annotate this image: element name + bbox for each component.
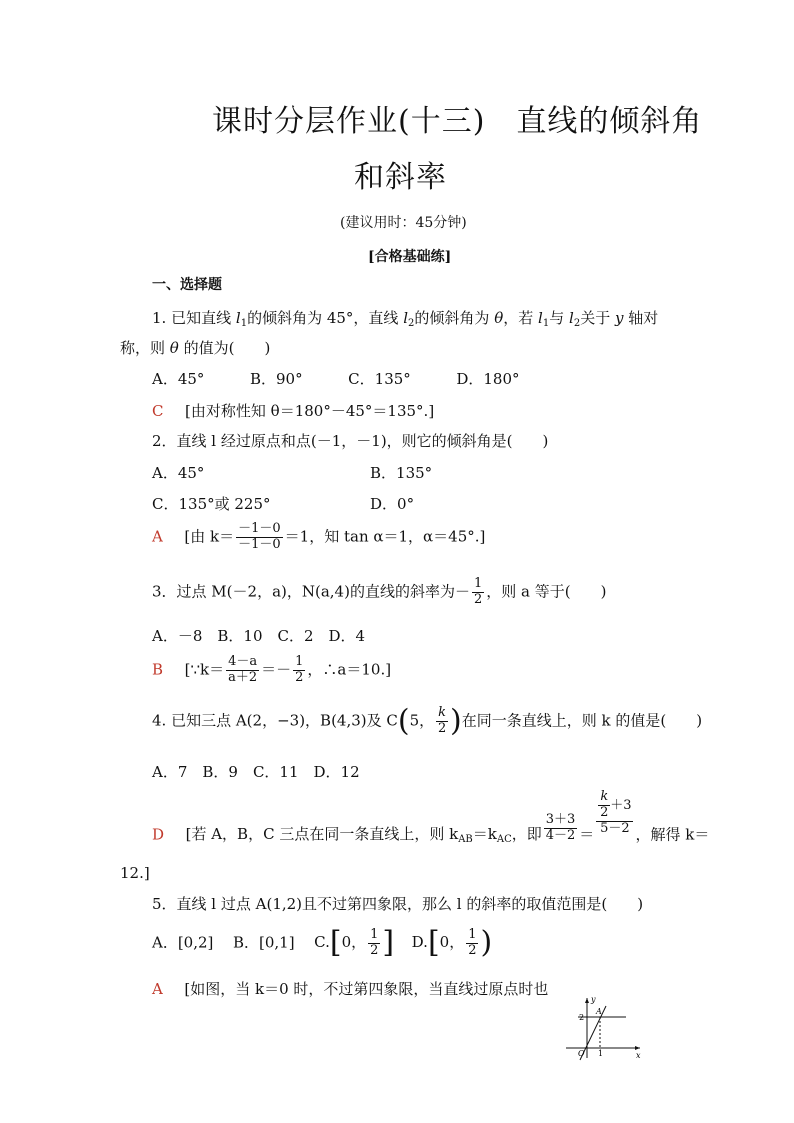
q1-option-c[interactable]: C．135° bbox=[348, 370, 411, 388]
coordinate-figure bbox=[560, 992, 644, 1062]
time-note: (建议用时：45分钟) bbox=[340, 215, 467, 231]
page-title-line2: 和斜率 bbox=[354, 160, 447, 195]
point-a-label: A bbox=[596, 1007, 602, 1016]
q5-option-c[interactable]: C.[0， $\frac{1}{2}$ ] bbox=[314, 925, 395, 961]
q4-options[interactable]: A．7 B．9 C．11 D．12 bbox=[152, 763, 360, 781]
q3-answer: B [∵k＝ $\frac{4-a}{a+2}$ ＝－ $\frac{1}{2}$ ，∴a＝10.] bbox=[152, 654, 392, 685]
y-axis-label: y bbox=[591, 995, 596, 1004]
q4-answer-letter: D bbox=[152, 825, 165, 844]
q1-options bbox=[152, 368, 520, 389]
page-title: 课时分层作业(十三) 直线的倾斜角 bbox=[212, 104, 703, 139]
question-2: 2．直线 l 经过原点和点(－1，－1)，则它的倾斜角是( ) bbox=[152, 432, 549, 450]
q2-answer: A [由 k＝ $\frac{-1-0}{-1-0}$ ＝1，知 tan α＝1，α＝45°.] bbox=[152, 521, 486, 552]
section-tag: [合格基础练] bbox=[368, 249, 452, 265]
q1-option-a[interactable]: A．45° bbox=[152, 370, 205, 388]
q5-option-d[interactable]: D.[0， $\frac{1}{2}$ ) bbox=[411, 925, 493, 961]
q2-option-c[interactable]: C．135°或 225° bbox=[152, 495, 271, 513]
part-heading: 一、选择题 bbox=[152, 277, 222, 293]
q5-answer bbox=[152, 978, 548, 999]
q4-answer: D [若 A，B，C 三点在同一条直线上，则 $k_{AB}=k_{AC}$，即 $\frac{3+3}{4-2}$ ＝ $\frac{k}{2}$ ＋3 5－2 ，解得 k＝ bbox=[152, 789, 710, 846]
q5-option-b[interactable]: B．[0,1] bbox=[232, 933, 295, 952]
tick-y-2: 2 bbox=[579, 1013, 585, 1022]
origin-label: O bbox=[578, 1049, 585, 1058]
question-3: 3．过点 M(－2，a)，N(a,4)的直线的斜率为－ $\frac{1}{2}$ ，则 a 等于( ) bbox=[152, 576, 607, 607]
q5-option-a[interactable]: A．[0,2] bbox=[152, 933, 214, 952]
q1-option-d[interactable]: D．180° bbox=[456, 370, 520, 388]
q1-answer bbox=[152, 400, 434, 421]
question-1-line2: 称，则 θ 的值为( ) bbox=[120, 339, 271, 357]
q2-option-d[interactable]: D．0° bbox=[370, 495, 415, 513]
q5-options bbox=[152, 925, 493, 961]
q1-option-b[interactable]: B．90° bbox=[249, 370, 303, 388]
x-arrow-icon bbox=[635, 1046, 640, 1050]
q1-answer-letter: C bbox=[152, 402, 164, 420]
q3-options[interactable]: A．－8 B．10 C．2 D．4 bbox=[152, 627, 366, 645]
q3-answer-letter: B bbox=[152, 660, 164, 679]
question-4: 4. 已知三点 A(2，−3)，B(4,3)及 C(5， $\frac{k}{2}$ )在同一条直线上，则 k 的值是( ) bbox=[152, 703, 703, 739]
tick-x-1: 1 bbox=[598, 1049, 604, 1058]
q5-answer-letter: A bbox=[152, 980, 163, 998]
question-5: 5．直线 l 过点 A(1,2)且不过第四象限，那么 l 的斜率的取值范围是( ) bbox=[152, 895, 644, 913]
q1-explain: [由对称性知 θ＝180°－45°＝135°.] bbox=[185, 402, 435, 420]
y-arrow-icon bbox=[585, 998, 589, 1003]
q2-option-a[interactable]: A．45° bbox=[152, 464, 205, 482]
q4-answer-tail: 12.] bbox=[120, 864, 150, 882]
question-1: 1. 已知直线 $l_1$的倾斜角为 45°，直线 $l_2$的倾斜角为 θ，若 $l_1$与 $l_2$关于 y 轴对 bbox=[152, 309, 659, 329]
x-axis-label: x bbox=[636, 1051, 641, 1060]
q5-explain: [如图，当 k＝0 时，不过第四象限，当直线过原点时也 bbox=[184, 980, 549, 998]
q2-answer-letter: A bbox=[152, 527, 163, 546]
q2-option-b[interactable]: B．135° bbox=[370, 464, 433, 482]
